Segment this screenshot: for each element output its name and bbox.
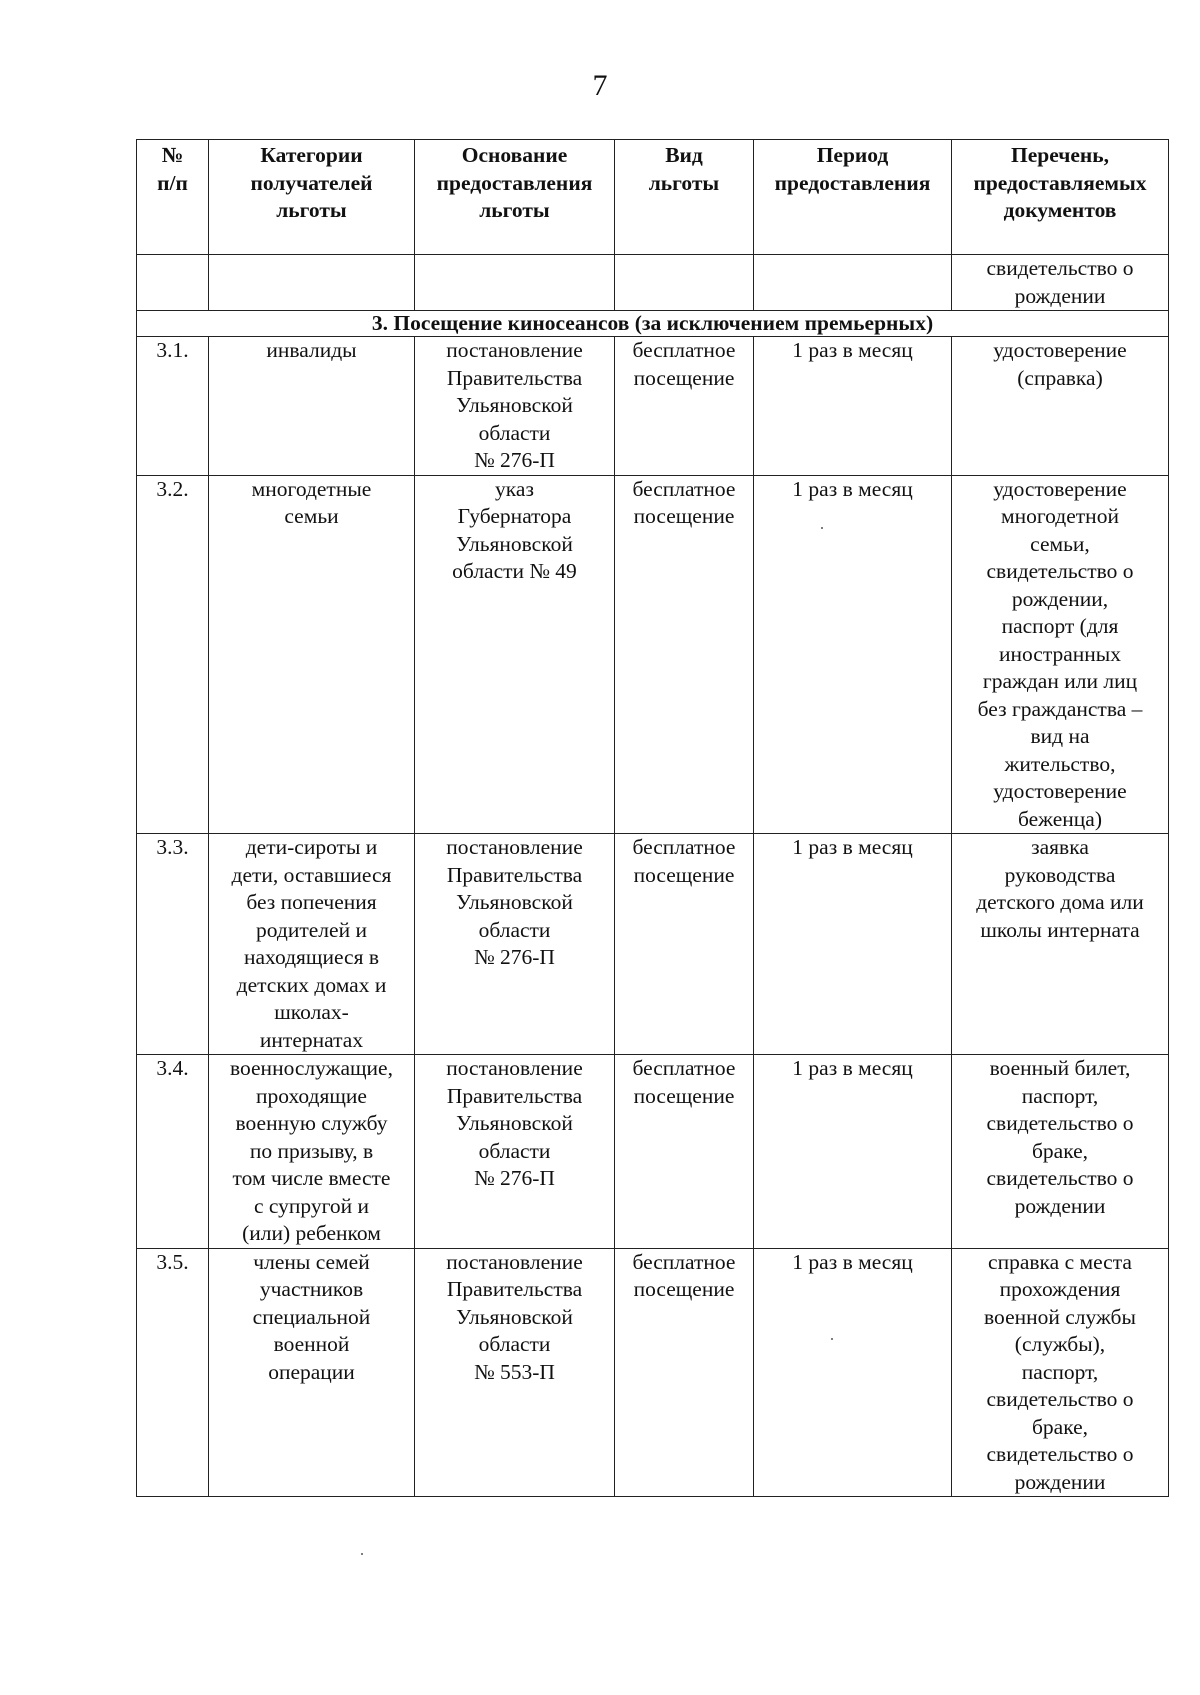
cell-kind (615, 255, 754, 311)
cell-documents: свидетельство о рождении (952, 255, 1169, 311)
cell-num: 3.3. (137, 834, 209, 1055)
cell-num: 3.5. (137, 1248, 209, 1497)
cell-documents: удостоверение (справка) (952, 337, 1169, 476)
cell-basis: постановление Правительства Ульяновской области № 276-П (415, 1055, 615, 1249)
cell-kind: бесплатное посещение (615, 337, 754, 476)
page-number: 7 (592, 69, 608, 102)
cell-category (209, 255, 415, 311)
cell-kind: бесплатное посещение (615, 834, 754, 1055)
header-basis: Основание предоставления льготы (415, 140, 615, 255)
cell-num: 3.1. (137, 337, 209, 476)
cell-period: 1 раз в месяц (754, 1055, 952, 1249)
cell-kind: бесплатное посещение (615, 1055, 754, 1249)
scan-speck (361, 1553, 363, 1555)
table-header-row (137, 140, 1169, 255)
cell-basis: постановление Правительства Ульяновской области № 553-П (415, 1248, 615, 1497)
header-num: № п/п (137, 140, 209, 255)
cell-documents: заявка руководства детского дома или школы интерната (952, 834, 1169, 1055)
cell-kind: бесплатное посещение (615, 1248, 754, 1497)
cell-num: 3.2. (137, 475, 209, 834)
header-category: Категории получателей льготы (209, 140, 415, 255)
cell-basis: постановление Правительства Ульяновской области № 276-П (415, 337, 615, 476)
cell-documents: военный билет, паспорт, свидетельство о браке, свидетельство о рождении (952, 1055, 1169, 1249)
table-row (137, 337, 1169, 476)
cell-num (137, 255, 209, 311)
cell-category: члены семей участников специальной военной операции (209, 1248, 415, 1497)
table-row (137, 475, 1169, 834)
scan-speck (821, 527, 823, 529)
cell-period: 1 раз в месяц (754, 475, 952, 834)
scan-speck (831, 1338, 833, 1340)
cell-period: 1 раз в месяц (754, 834, 952, 1055)
cell-period: 1 раз в месяц (754, 1248, 952, 1497)
header-kind: Вид льготы (615, 140, 754, 255)
benefits-table (136, 139, 1169, 1497)
cell-category: инвалиды (209, 337, 415, 476)
cell-basis (415, 255, 615, 311)
table-row (137, 1248, 1169, 1497)
cell-documents: удостоверение многодетной семьи, свидетельство о рождении, паспорт (для иностранных граждан или лиц без гражданства – вид на жительство, удостоверение беженца) (952, 475, 1169, 834)
cell-period: 1 раз в месяц (754, 337, 952, 476)
continuation-row (137, 255, 1169, 311)
cell-basis: указ Губернатора Ульяновской области № 49 (415, 475, 615, 834)
header-documents: Перечень, предоставляемых документов (952, 140, 1169, 255)
cell-category: многодетные семьи (209, 475, 415, 834)
cell-kind: бесплатное посещение (615, 475, 754, 834)
section-row (137, 311, 1169, 337)
table-row (137, 834, 1169, 1055)
section-title: 3. Посещение киносеансов (за исключением премьерных) (137, 311, 1169, 337)
cell-num: 3.4. (137, 1055, 209, 1249)
cell-category: дети-сироты и дети, оставшиеся без попечения родителей и находящиеся в детских домах и школах- интернатах (209, 834, 415, 1055)
cell-documents: справка с места прохождения военной службы (службы), паспорт, свидетельство о браке, свидетельство о рождении (952, 1248, 1169, 1497)
table-row (137, 1055, 1169, 1249)
cell-basis: постановление Правительства Ульяновской области № 276-П (415, 834, 615, 1055)
header-period: Период предоставления (754, 140, 952, 255)
cell-category: военнослужащие, проходящие военную службу по призыву, в том числе вместе с супругой и (или) ребенком (209, 1055, 415, 1249)
cell-period (754, 255, 952, 311)
